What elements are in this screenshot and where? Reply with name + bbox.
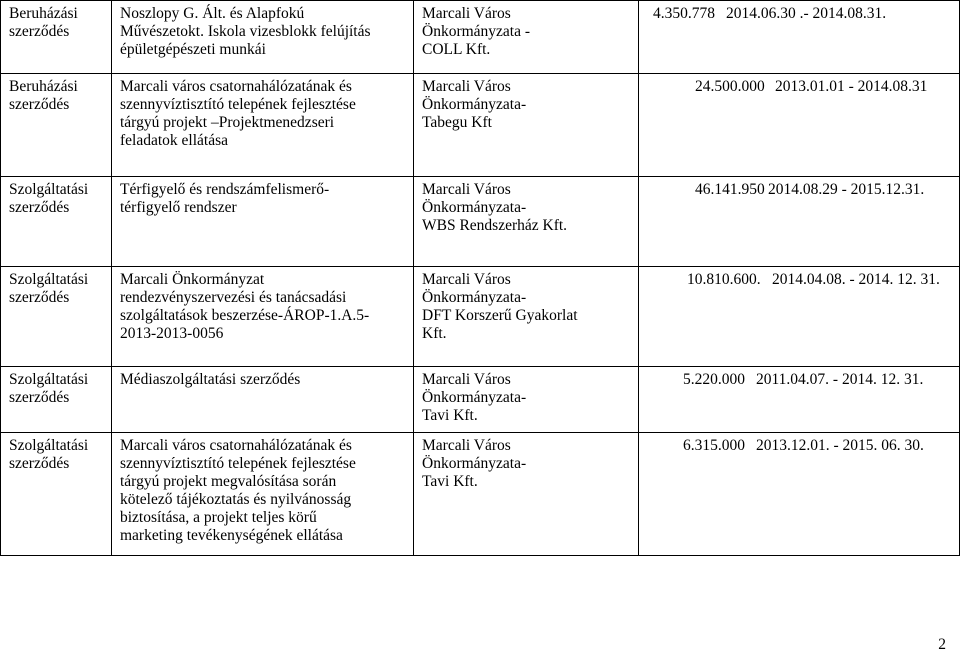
contract-period: 2011.04.07. - 2014. 12. 31.	[756, 371, 924, 388]
contract-period: 2014.04.08. - 2014. 12. 31.	[772, 271, 940, 288]
contract-type: Beruházási szerződés	[1, 74, 112, 177]
contract-value-period	[639, 177, 960, 267]
table-row	[1, 433, 960, 556]
contract-subject: Médiaszolgáltatási szerződés	[112, 367, 414, 433]
contract-amount: 5.220.000	[683, 371, 745, 388]
contract-period: 2014.06.30 .- 2014.08.31.	[726, 5, 887, 22]
contract-subject: Térfigyelő és rendszámfelismerő- térfigyelő rendszer	[112, 177, 414, 267]
contract-partner: Marcali Város Önkormányzata- Tavi Kft.	[414, 367, 639, 433]
table-row	[1, 177, 960, 267]
table-row	[1, 367, 960, 433]
contract-subject: Marcali város csatornahálózatának és szennyvíztisztító telepének fejlesztése tárgyú projekt megvalósítása során kötelező tájékoztatás és nyilvánosság biztosítása, a projekt teljes körű marketing tevékenységének ellátása	[112, 433, 414, 556]
contract-period: 2013.12.01. - 2015. 06. 30.	[756, 437, 924, 454]
contract-type: Szolgáltatási szerződés	[1, 433, 112, 556]
contract-partner: Marcali Város Önkormányzata- Tabegu Kft	[414, 74, 639, 177]
table-row	[1, 74, 960, 177]
page-number: 2	[938, 636, 946, 653]
table-row	[1, 267, 960, 367]
contract-value-period	[639, 433, 960, 556]
contract-subject: Noszlopy G. Ált. és Alapfokú Művészetokt. Iskola vizesblokk felújítás épületgépészeti munkái	[112, 1, 414, 74]
contract-amount: 10.810.600.	[687, 271, 761, 288]
table-row	[1, 1, 960, 74]
contract-type: Beruházási szerződés	[1, 1, 112, 74]
contract-partner: Marcali Város Önkormányzata- WBS Rendszerház Kft.	[414, 177, 639, 267]
contract-value-period	[639, 267, 960, 367]
contract-period: 2013.01.01 - 2014.08.31	[775, 78, 928, 95]
contract-value-period	[639, 74, 960, 177]
contract-value-period	[639, 367, 960, 433]
contract-type: Szolgáltatási szerződés	[1, 267, 112, 367]
contract-period: 2014.08.29 - 2015.12.31.	[768, 181, 925, 198]
contract-partner: Marcali Város Önkormányzata- Tavi Kft.	[414, 433, 639, 556]
contract-amount: 6.315.000	[683, 437, 745, 454]
contract-partner: Marcali Város Önkormányzata- DFT Korszerű Gyakorlat Kft.	[414, 267, 639, 367]
contract-type: Szolgáltatási szerződés	[1, 177, 112, 267]
contract-subject: Marcali város csatornahálózatának és szennyvíztisztító telepének fejlesztése tárgyú projekt –Projektmenedzseri feladatok ellátása	[112, 74, 414, 177]
contract-type: Szolgáltatási szerződés	[1, 367, 112, 433]
contract-amount: 46.141.950	[695, 181, 765, 198]
contract-subject: Marcali Önkormányzat rendezvényszervezési és tanácsadási szolgáltatások beszerzése-ÁROP-1.A.5- 2013-2013-0056	[112, 267, 414, 367]
contract-value-period	[639, 1, 960, 74]
contract-partner: Marcali Város Önkormányzata - COLL Kft.	[414, 1, 639, 74]
contract-amount: 24.500.000	[695, 78, 765, 95]
contract-amount: 4.350.778	[653, 5, 715, 22]
